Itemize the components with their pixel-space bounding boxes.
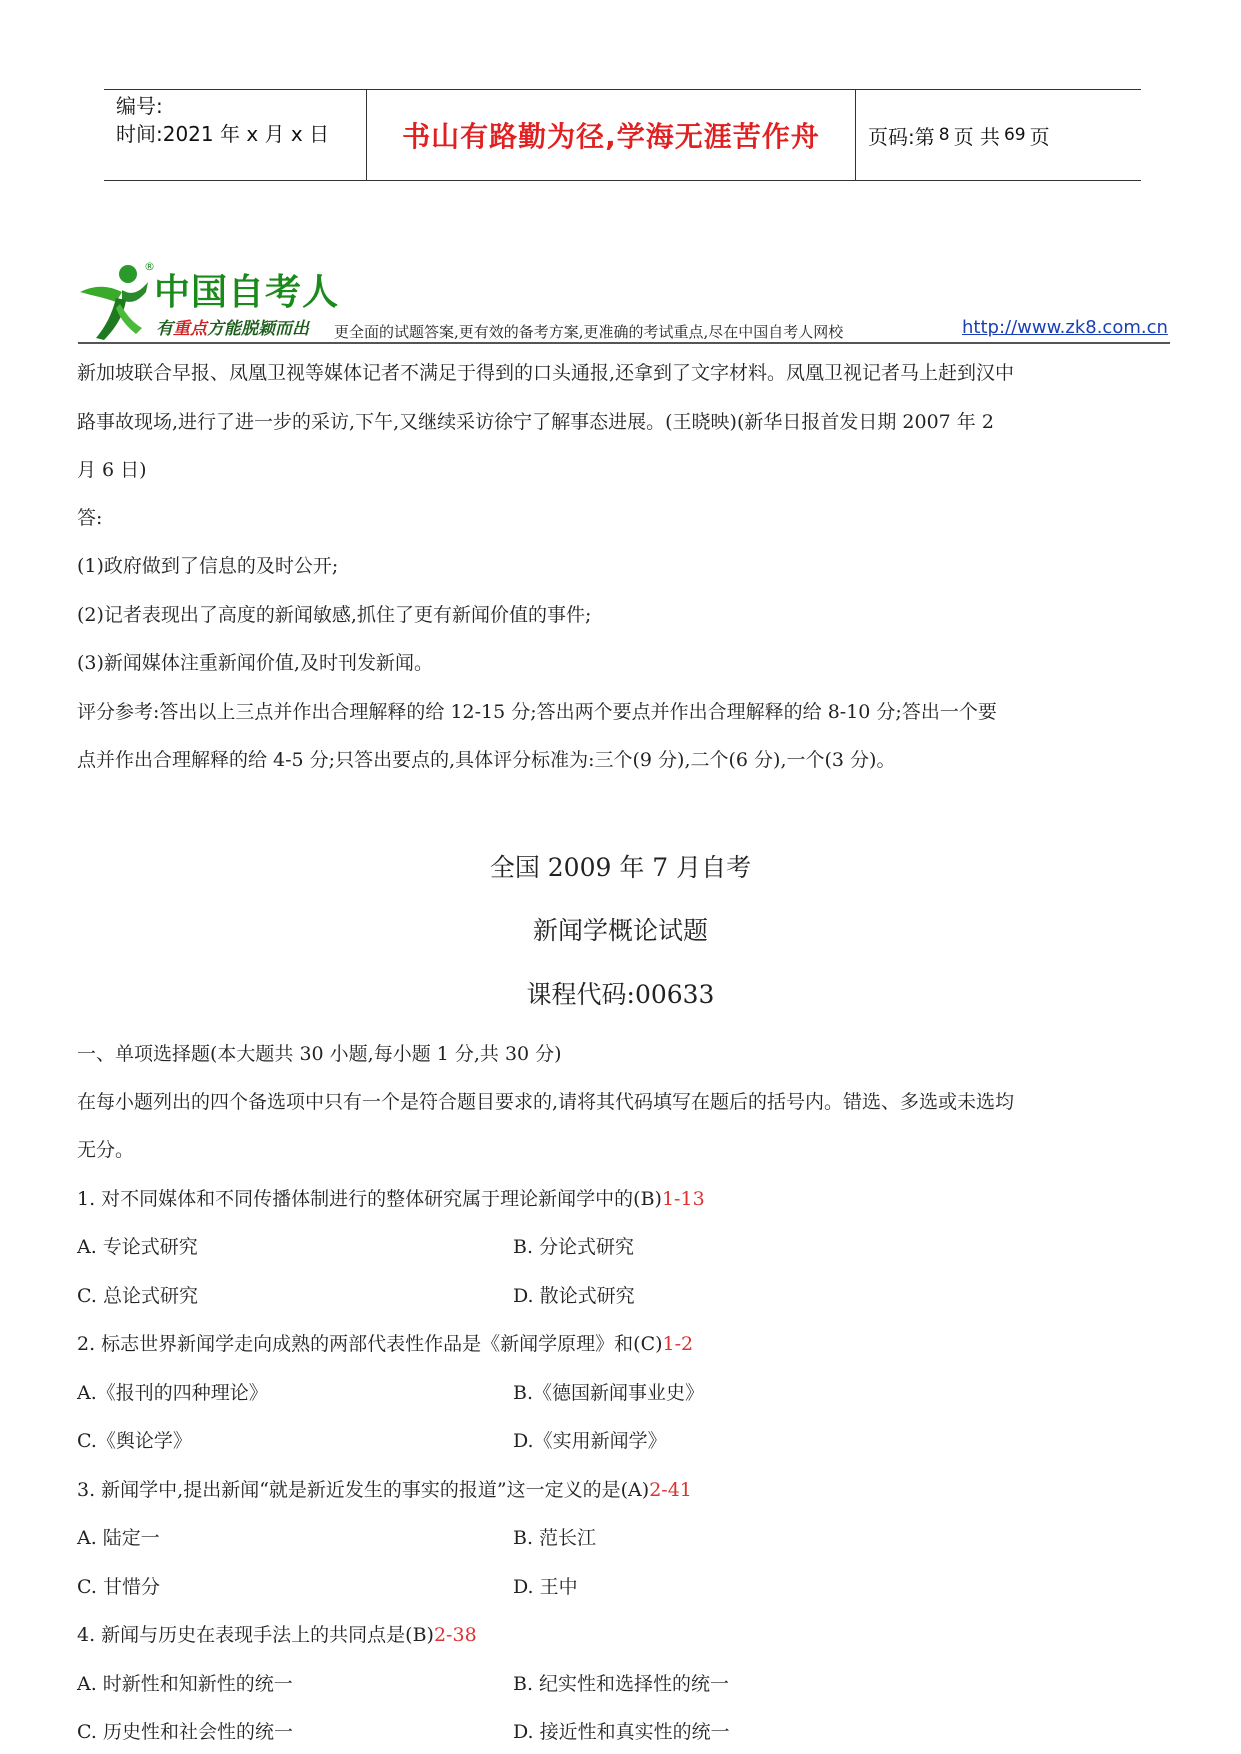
section-title: 一、单项选择题(本大题共 30 小题,每小题 1 分,共 30 分) bbox=[77, 1043, 562, 1065]
question-ref: 1-2 bbox=[662, 1333, 694, 1355]
question-ref: 2-41 bbox=[649, 1479, 692, 1501]
answer-label: 答: bbox=[77, 507, 103, 529]
banner-divider bbox=[78, 342, 1170, 344]
paragraph-line: 新加坡联合早报、凤凰卫视等媒体记者不满足于得到的口头通报,还拿到了文字材料。凤凰卫视记者马上赶到汉中 bbox=[77, 362, 1015, 384]
option-a: A. 专论式研究 bbox=[77, 1236, 198, 1258]
page-prefix: 页码:第 bbox=[868, 124, 935, 149]
paragraph-line: 月 6 日) bbox=[77, 459, 147, 481]
option-d: D.《实用新闻学》 bbox=[513, 1430, 667, 1452]
answer-point: (1)政府做到了信息的及时公开; bbox=[77, 555, 339, 577]
question-stem: 2. 标志世界新闻学走向成熟的两部代表性作品是《新闻学原理》和(C)1-2 bbox=[77, 1333, 694, 1355]
page-current: 8 bbox=[938, 125, 950, 145]
header-meta bbox=[104, 90, 367, 180]
option-a: A. 时新性和知新性的统一 bbox=[77, 1673, 293, 1695]
document-number-label: 编号: bbox=[116, 94, 163, 118]
slogan-part-a: 有 bbox=[156, 319, 173, 339]
page-total: 69 bbox=[1003, 125, 1026, 145]
banner-tagline: 更全面的试题答案,更有效的备考方案,更准确的考试重点,尽在中国自考人网校 bbox=[334, 323, 844, 341]
question-stem: 4. 新闻与历史在表现手法上的共同点是(B)2-38 bbox=[77, 1624, 477, 1646]
header-motto: 书山有路勤为径,学海无涯苦作舟 bbox=[367, 90, 856, 180]
option-b: B. 范长江 bbox=[513, 1527, 597, 1549]
question-stem: 1. 对不同媒体和不同传播体制进行的整体研究属于理论新闻学中的(B)1-13 bbox=[77, 1188, 705, 1210]
site-url-link[interactable]: http://www.zk8.com.cn bbox=[962, 317, 1168, 338]
instructions-line: 在每小题列出的四个备选项中只有一个是符合题目要求的,请将其代码填写在题后的括号内。错选、多选或未选均 bbox=[77, 1091, 1015, 1113]
option-c: C. 甘惜分 bbox=[77, 1576, 160, 1598]
question-ref: 1-13 bbox=[661, 1188, 705, 1210]
page-suffix: 页 bbox=[1029, 124, 1050, 149]
course-code: 课程代码:00633 bbox=[526, 980, 715, 1009]
option-b: B. 分论式研究 bbox=[513, 1236, 635, 1258]
scoring-line: 点并作出合理解释的给 4-5 分;只答出要点的,具体评分标准为:三个(9 分),二个(6 分),一个(3 分)。 bbox=[77, 749, 896, 771]
option-c: C. 总论式研究 bbox=[77, 1285, 198, 1307]
registered-mark: ® bbox=[144, 260, 155, 273]
slogan-part-b: 方能脱颖而出 bbox=[207, 319, 309, 339]
option-d: D. 接近性和真实性的统一 bbox=[513, 1721, 730, 1743]
running-figure-logo-icon bbox=[76, 262, 150, 342]
exam-subtitle: 新闻学概论试题 bbox=[532, 916, 708, 945]
document-time: 时间:2021 年 x 月 x 日 bbox=[116, 122, 330, 146]
answer-point: (3)新闻媒体注重新闻价值,及时刊发新闻。 bbox=[77, 652, 433, 674]
site-banner bbox=[76, 258, 1170, 344]
scoring-line: 评分参考:答出以上三点并作出合理解释的给 12-15 分;答出两个要点并作出合理解释的给 8-10 分;答出一个要 bbox=[77, 701, 997, 723]
slogan-highlight: 重点 bbox=[173, 319, 207, 339]
option-d: D. 王中 bbox=[513, 1576, 578, 1598]
logo-title: 中国自考人 bbox=[154, 272, 340, 313]
paragraph-line: 路事故现场,进行了进一步的采访,下午,又继续采访徐宁了解事态进展。(王晓映)(新华日报首发日期 2007 年 2 bbox=[77, 411, 994, 433]
answer-point: (2)记者表现出了高度的新闻敏感,抓住了更有新闻价值的事件; bbox=[77, 604, 592, 626]
logo-slogan bbox=[156, 314, 309, 339]
option-c: C. 历史性和社会性的统一 bbox=[77, 1721, 293, 1743]
instructions-line: 无分。 bbox=[77, 1139, 135, 1161]
option-c: C.《舆论学》 bbox=[77, 1430, 192, 1452]
question-stem: 3. 新闻学中,提出新闻“就是新近发生的事实的报道”这一定义的是(A)2-41 bbox=[77, 1479, 692, 1501]
option-d: D. 散论式研究 bbox=[513, 1285, 635, 1307]
option-a: A.《报刊的四种理论》 bbox=[77, 1382, 268, 1404]
option-b: B. 纪实性和选择性的统一 bbox=[513, 1673, 730, 1695]
page-header bbox=[104, 89, 1141, 181]
page-counter bbox=[856, 90, 1141, 180]
exam-title: 全国 2009 年 7 月自考 bbox=[489, 853, 752, 882]
option-b: B.《德国新闻事业史》 bbox=[513, 1382, 705, 1404]
page-mid: 页 共 bbox=[953, 124, 1000, 149]
option-a: A. 陆定一 bbox=[77, 1527, 160, 1549]
question-ref: 2-38 bbox=[433, 1624, 477, 1646]
